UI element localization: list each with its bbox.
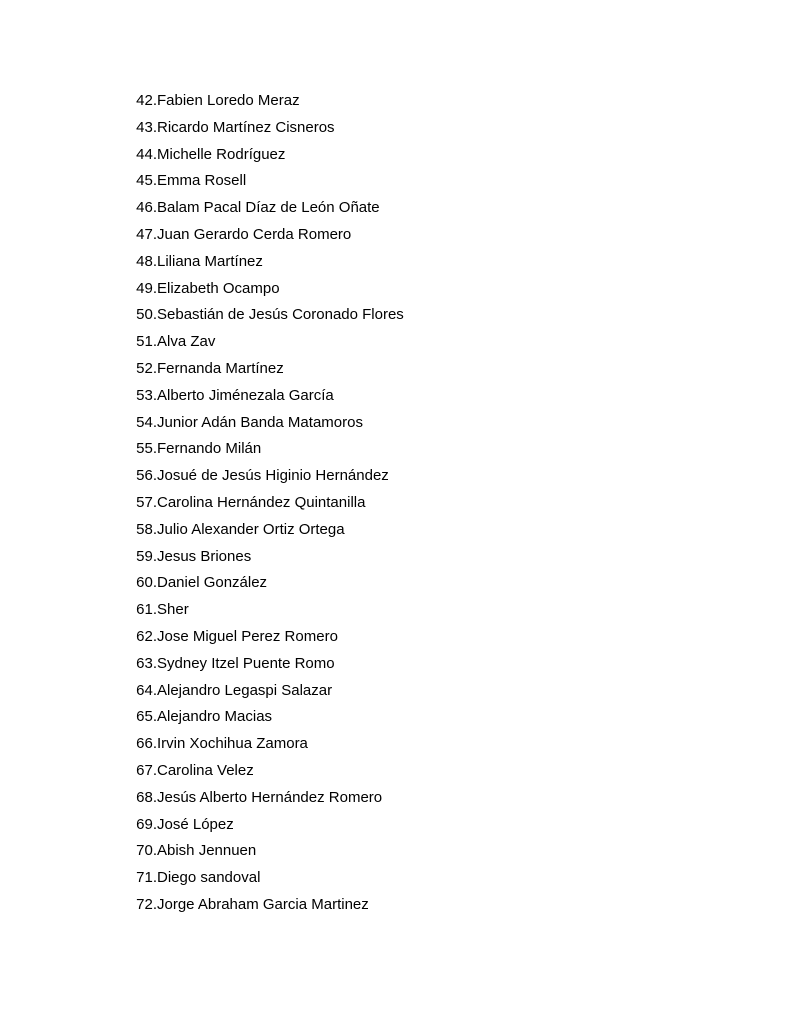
list-item xyxy=(132,812,404,839)
list-item-name: Alberto Jiménezala García xyxy=(157,386,334,404)
list-item-name: Diego sandoval xyxy=(157,869,261,887)
list-item-name: Junior Adán Banda Matamoros xyxy=(157,413,363,431)
list-item xyxy=(132,276,404,303)
list-item xyxy=(132,168,404,195)
list-item-name: Sher xyxy=(157,601,189,619)
list-item-name: Emma Rosell xyxy=(157,172,247,190)
list-item-name: Abish Jennuen xyxy=(157,842,257,860)
list-item-name: Alejandro Legaspi Salazar xyxy=(157,681,333,699)
list-item-number: 42. xyxy=(136,92,157,109)
list-item-number: 65. xyxy=(136,708,157,726)
list-item xyxy=(132,651,404,678)
list-item-number: 44. xyxy=(136,145,157,163)
list-item-number: 54. xyxy=(136,413,157,431)
list-item xyxy=(132,115,404,142)
list-item xyxy=(132,892,404,919)
list-item-name: Irvin Xochihua Zamora xyxy=(157,735,308,753)
list-item-name: José López xyxy=(157,815,234,833)
list-item xyxy=(132,838,404,865)
list-item-name: Jesús Alberto Hernández Romero xyxy=(157,788,383,806)
list-item-name: Josué de Jesús Higinio Hernández xyxy=(157,467,389,485)
list-item xyxy=(132,463,404,490)
list-item xyxy=(132,678,404,705)
list-item-name: Daniel González xyxy=(157,574,268,592)
list-item xyxy=(132,249,404,276)
list-item-name: Fabien Loredo Meraz xyxy=(157,92,300,109)
list-item xyxy=(132,329,404,356)
list-item-number: 48. xyxy=(136,252,157,270)
list-item-number: 59. xyxy=(136,547,157,565)
list-item-number: 72. xyxy=(136,895,157,913)
list-item-number: 47. xyxy=(136,225,157,243)
list-item-number: 53. xyxy=(136,386,157,404)
list-item-number: 63. xyxy=(136,654,157,672)
list-item-name: Balam Pacal Díaz de León Oñate xyxy=(157,199,380,217)
list-item-number: 50. xyxy=(136,306,157,324)
list-item-name: Michelle Rodríguez xyxy=(157,145,286,163)
list-item xyxy=(132,490,404,517)
list-item-number: 43. xyxy=(136,118,157,136)
list-item xyxy=(132,356,404,383)
list-item-name: Jesus Briones xyxy=(157,547,252,565)
list-item-name: Alejandro Macias xyxy=(157,708,273,726)
list-item-number: 67. xyxy=(136,761,157,779)
list-item-number: 57. xyxy=(136,493,157,511)
list-item-number: 60. xyxy=(136,574,157,592)
list-item xyxy=(132,544,404,571)
list-item-number: 49. xyxy=(136,279,157,297)
list-item xyxy=(132,195,404,222)
list-item xyxy=(132,624,404,651)
list-item-name: Fernando Milán xyxy=(157,440,262,458)
list-item-number: 46. xyxy=(136,199,157,217)
list-item xyxy=(132,731,404,758)
list-item-number: 45. xyxy=(136,172,157,190)
list-item-number: 64. xyxy=(136,681,157,699)
list-item xyxy=(132,517,404,544)
list-item-name: Liliana Martínez xyxy=(157,252,263,270)
list-item xyxy=(132,758,404,785)
list-item-name: Ricardo Martínez Cisneros xyxy=(157,118,335,136)
list-item-number: 68. xyxy=(136,788,157,806)
list-item xyxy=(132,570,404,597)
list-item-name: Jose Miguel Perez Romero xyxy=(157,627,338,645)
list-item-number: 56. xyxy=(136,467,157,485)
list-item xyxy=(132,865,404,892)
list-item xyxy=(132,383,404,410)
list-item-name: Carolina Hernández Quintanilla xyxy=(157,493,366,511)
list-item-number: 61. xyxy=(136,601,157,619)
list-item-name: Julio Alexander Ortiz Ortega xyxy=(157,520,345,538)
list-item-name: Fernanda Martínez xyxy=(157,359,284,377)
list-item xyxy=(132,142,404,169)
list-item-name: Sebastián de Jesús Coronado Flores xyxy=(157,306,404,324)
list-item-number: 51. xyxy=(136,333,157,351)
list-item-number: 71. xyxy=(136,869,157,887)
list-item xyxy=(132,704,404,731)
list-item-number: 62. xyxy=(136,627,157,645)
list-item-name: Sydney Itzel Puente Romo xyxy=(157,654,335,672)
list-item xyxy=(132,88,404,115)
list-item-name: Jorge Abraham Garcia Martinez xyxy=(157,895,369,913)
list-item-name: Juan Gerardo Cerda Romero xyxy=(157,225,352,243)
list-item-name: Alva Zav xyxy=(157,333,216,351)
list-item xyxy=(132,785,404,812)
list-item xyxy=(132,302,404,329)
list-item xyxy=(132,410,404,437)
list-item-number: 52. xyxy=(136,359,157,377)
list-item xyxy=(132,436,404,463)
list-item xyxy=(132,597,404,624)
list-item-number: 55. xyxy=(136,440,157,458)
list-item-name: Elizabeth Ocampo xyxy=(157,279,280,297)
list-item-number: 69. xyxy=(136,815,157,833)
list-item-number: 58. xyxy=(136,520,157,538)
list-item-number: 66. xyxy=(136,735,157,753)
list-item xyxy=(132,222,404,249)
list-item-name: Carolina Velez xyxy=(157,761,254,779)
list-item-number: 70. xyxy=(136,842,157,860)
name-list xyxy=(132,88,404,919)
